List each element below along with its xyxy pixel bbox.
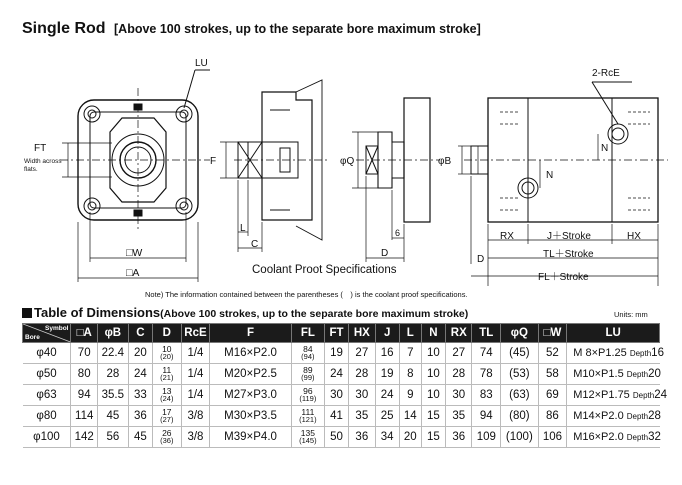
cell-lu [567,406,660,427]
col-tl: TL [472,324,501,343]
table-header-row [23,324,660,343]
cell-d-main: 26 [162,428,172,438]
cell-lu-depth-label: Depth [632,391,655,400]
col-n: N [421,324,445,343]
cell-c: 33 [128,385,152,406]
cell-hx: 28 [349,364,375,385]
cell-rx: 28 [446,364,472,385]
cell-lu-depth-label: Depth [629,349,652,358]
cell-lu-thread: M 8×P1.25 [573,347,627,359]
cell-b: 22.4 [97,343,128,364]
cell-bore: φ63 [23,385,71,406]
label-n-upper: N [601,143,609,154]
cell-lu-depth-label: Depth [626,370,649,379]
cell-d-coolant: (27) [160,415,174,424]
cell-f: M39×P4.0 [210,427,292,448]
cell-j: 24 [375,385,399,406]
cell-rx: 36 [446,427,472,448]
cell-q: (100) [501,427,538,448]
cell-hx: 36 [349,427,375,448]
cell-j: 25 [375,406,399,427]
cell-fl-main: 84 [303,344,313,354]
cell-bore: φ100 [23,427,71,448]
side-section-view [220,80,330,252]
cell-w: 52 [538,343,567,364]
cell-d [153,385,182,406]
cell-lu-depth: 16 [651,347,664,359]
table-row [23,364,660,385]
cell-d [153,427,182,448]
label-phi-q: φQ [340,156,355,167]
table-row [23,385,660,406]
cell-a: 80 [71,364,97,385]
cell-ft: 50 [324,427,348,448]
cell-d-main: 13 [162,386,172,396]
col-j: J [375,324,399,343]
cell-w: 58 [538,364,567,385]
cell-a: 70 [71,343,97,364]
cell-fl-coolant: (99) [301,373,315,382]
corner-header [23,324,71,343]
cell-hx: 30 [349,385,375,406]
title-main: Single Rod [22,20,106,37]
col-q: φQ [501,324,538,343]
cell-fl-coolant: (121) [299,415,317,424]
label-lu: LU [195,58,208,69]
cell-rx: 35 [446,406,472,427]
cell-lu-depth-label: Depth [626,433,649,442]
cell-tl: 109 [472,427,501,448]
cell-f: M20×P2.5 [210,364,292,385]
cell-ft: 30 [324,385,348,406]
title-square-icon [22,308,32,318]
table-row [23,343,660,364]
cell-lu [567,364,660,385]
cell-fl [291,364,324,385]
cell-fl [291,406,324,427]
cell-fl [291,427,324,448]
cell-fl-main: 89 [303,365,313,375]
col-c: C [128,324,152,343]
title-subtitle: [Above 100 strokes, up to the separate bore maximum stroke] [114,22,481,36]
col-w: □W [538,324,567,343]
cell-lu [567,427,660,448]
cell-rx: 30 [446,385,472,406]
cell-fl-main: 111 [301,407,315,417]
cell-c: 36 [128,406,152,427]
cell-tl: 94 [472,406,501,427]
label-l: L [240,223,246,234]
cell-b: 35.5 [97,385,128,406]
cell-lu [567,385,668,406]
units-label: Units: mm [614,310,648,319]
cell-rce: 1/4 [181,385,210,406]
col-rx: RX [446,324,472,343]
cell-b: 56 [97,427,128,448]
cell-l: 8 [399,364,421,385]
cell-fl-coolant: (94) [301,352,315,361]
cell-rce: 1/4 [181,364,210,385]
col-ft: FT [324,324,348,343]
col-a: □A [71,324,97,343]
cell-lu-thread: M10×P1.5 [573,368,624,380]
cell-rx: 27 [446,343,472,364]
cell-d-main: 11 [162,365,172,375]
cell-lu-thread: M14×P2.0 [573,410,624,422]
col-hx: HX [349,324,375,343]
coolant-note: Note) The information contained between the parentheses ( ) is the coolant proof specifications. [145,290,468,299]
cell-rce: 1/4 [181,343,210,364]
cell-w: 86 [538,406,567,427]
cell-lu-depth: 20 [648,368,661,380]
cell-ft: 19 [324,343,348,364]
label-n-lower: N [546,170,554,181]
cell-d [153,364,182,385]
cell-f: M30×P3.5 [210,406,292,427]
cell-fl-coolant: (145) [299,436,317,445]
cell-d [153,406,182,427]
cell-d-coolant: (36) [160,436,174,445]
label-hx: HX [627,231,641,242]
table-title-main: Table of Dimensions [34,305,161,320]
cell-n: 15 [421,406,445,427]
cell-l: 20 [399,427,421,448]
cell-a: 94 [71,385,97,406]
cell-hx: 35 [349,406,375,427]
cell-ft: 24 [324,364,348,385]
label-rce: 2-RcE [592,68,620,79]
cell-lu-depth: 32 [648,431,661,443]
cell-rce: 3/8 [181,427,210,448]
label-d2: D [477,254,485,265]
cell-d-coolant: (20) [160,352,174,361]
label-rx: RX [500,231,514,242]
cell-lu-depth-label: Depth [626,412,649,421]
cell-lu-depth: 24 [654,389,668,401]
label-tl-stroke: TL＋Stroke [543,249,594,260]
label-j-stroke: J＋Stroke [547,231,591,242]
label-a: □A [126,267,140,279]
label-fl-stroke: FL＋Stroke [538,272,589,283]
cell-lu-depth: 28 [648,410,661,422]
cell-lu-thread: M16×P2.0 [573,431,624,443]
cell-n: 10 [421,343,445,364]
corner-symbol: Symbol [45,325,69,332]
col-fl: FL [291,324,324,343]
corner-bore: Bore [25,334,40,341]
cell-tl: 74 [472,343,501,364]
cell-q: (80) [501,406,538,427]
col-rce: RcE [181,324,210,343]
label-ft-note-1: Width across [24,158,62,165]
label-ft: FT [34,143,47,154]
cell-d-coolant: (21) [160,373,174,382]
label-w: □W [126,247,143,259]
cell-c: 45 [128,427,152,448]
cell-b: 28 [97,364,128,385]
cell-fl-coolant: (119) [299,394,317,403]
col-l: L [399,324,421,343]
cell-fl [291,385,324,406]
cell-q: (63) [501,385,538,406]
dimensions-table [22,323,668,448]
cell-n: 15 [421,427,445,448]
cell-fl [291,343,324,364]
cell-n: 10 [421,364,445,385]
cell-lu-thread: M12×P1.75 [573,389,630,401]
cell-bore: φ50 [23,364,71,385]
col-f: F [210,324,292,343]
cell-bore: φ40 [23,343,71,364]
cell-d-main: 17 [162,407,172,417]
table-title-subtitle: (Above 100 strokes, up to the separate bore maximum stroke) [160,308,469,320]
cell-tl: 83 [472,385,501,406]
cell-ft: 41 [324,406,348,427]
col-lu: LU [567,324,660,343]
label-d: D [381,248,389,259]
cell-j: 19 [375,364,399,385]
table-row [23,427,660,448]
col-b: φB [97,324,128,343]
label-c: C [251,239,259,250]
cell-bore: φ80 [23,406,71,427]
cell-fl-main: 96 [303,386,313,396]
cell-j: 34 [375,427,399,448]
label-f: F [210,156,217,167]
cell-c: 24 [128,364,152,385]
cell-b: 45 [97,406,128,427]
cell-l: 7 [399,343,421,364]
label-phi-b: φB [438,156,452,167]
table-title [22,304,468,322]
cell-l: 9 [399,385,421,406]
cell-l: 14 [399,406,421,427]
cell-d [153,343,182,364]
cell-hx: 27 [349,343,375,364]
cell-rce: 3/8 [181,406,210,427]
cell-c: 20 [128,343,152,364]
cell-a: 114 [71,406,97,427]
cell-fl-main: 135 [300,428,315,438]
table-row [23,406,660,427]
cell-lu [567,343,664,364]
cell-f: M16×P2.0 [210,343,292,364]
col-d: D [153,324,182,343]
cell-d-main: 10 [162,344,172,354]
label-coolant: Coolant Proot Specifications [252,264,397,276]
cell-a: 142 [71,427,97,448]
cell-tl: 78 [472,364,501,385]
cell-w: 106 [538,427,567,448]
cell-j: 16 [375,343,399,364]
cell-n: 10 [421,385,445,406]
cell-q: (45) [501,343,538,364]
label-six: 6 [395,228,401,238]
cell-q: (53) [501,364,538,385]
cell-w: 69 [538,385,567,406]
cell-d-coolant: (24) [160,394,174,403]
label-ft-note-2: flats. [24,166,38,173]
cell-f: M27×P3.0 [210,385,292,406]
